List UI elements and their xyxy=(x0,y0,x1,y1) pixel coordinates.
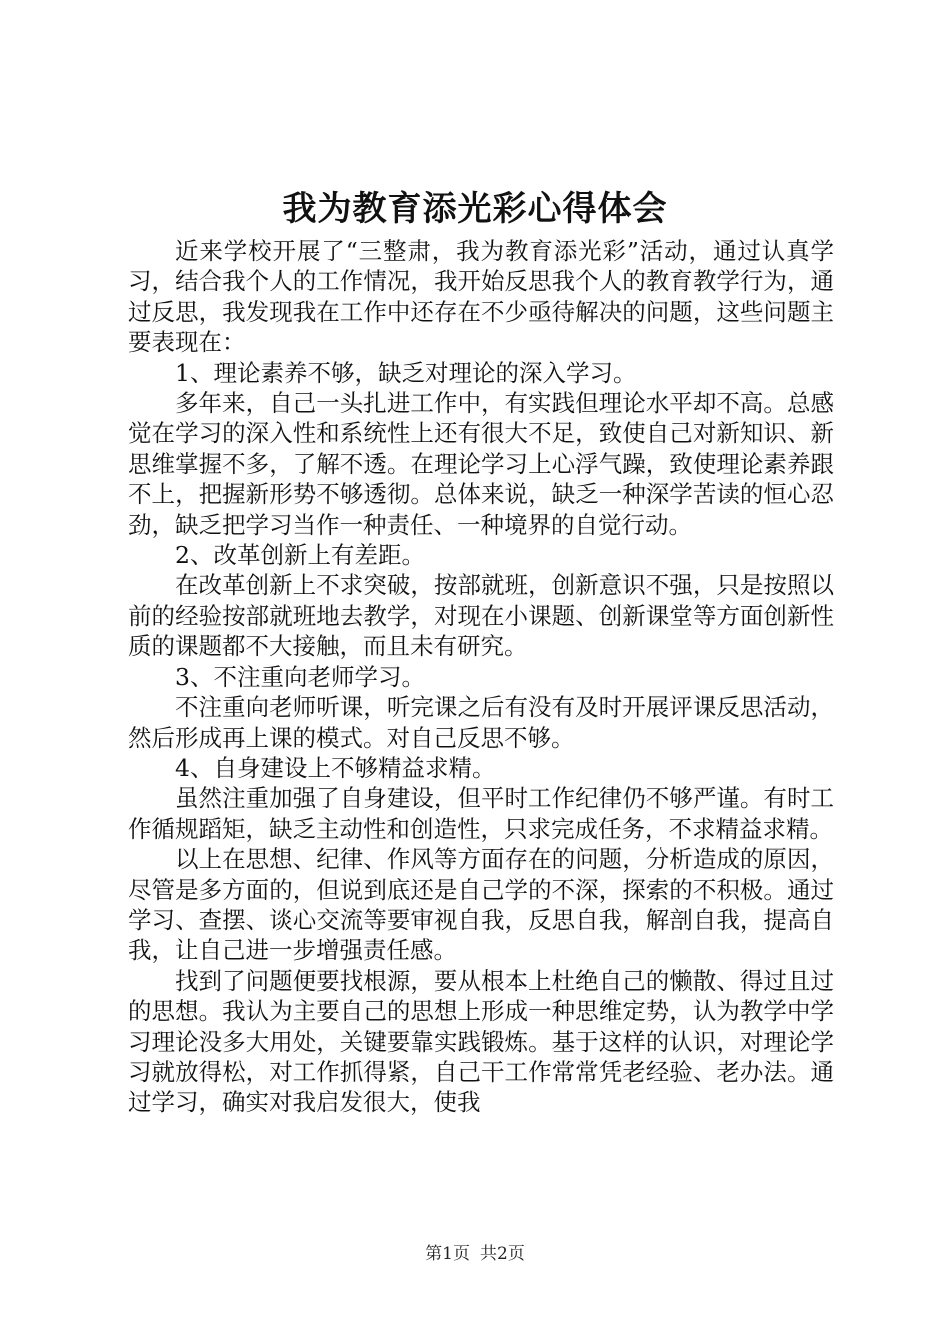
paragraph-point-4: 虽然注重加强了自身建设，但平时工作纪律仍不够严谨。有时工作循规蹈矩，缺乏主动性和创造性，只求完成任务，不求精益求精。 xyxy=(128,784,834,843)
document-body xyxy=(128,236,834,1118)
heading-point-2: 2、改革创新上有差距。 xyxy=(175,541,425,570)
heading-point-1: 1、理论素养不够，缺乏对理论的深入学习。 xyxy=(175,358,637,387)
page-footer xyxy=(0,1242,950,1266)
document-title: 我为教育添光彩心得体会 xyxy=(282,189,668,229)
paragraph-analysis: 以上在思想、纪律、作风等方面存在的问题，分析造成的原因，尽管是多方面的，但说到底还是自己学的不深，探索的不积极。通过学习、查摆、谈心交流等要审视自我，反思自我，解剖自我，提高自我，让自己进一步增强责任感。 xyxy=(128,845,834,965)
heading-point-3: 3、不注重向老师学习。 xyxy=(175,662,425,691)
paragraph-point-2: 在改革创新上不求突破，按部就班，创新意识不强，只是按照以前的经验按部就班地去教学，对现在小课题、创新课堂等方面创新性质的课题都不大接触，而且未有研究。 xyxy=(128,571,834,661)
page-number: 第1页 xyxy=(425,1244,470,1264)
paragraph-point-3: 不注重向老师听课，听完课之后有没有及时开展评课反思活动，然后形成再上课的模式。对自己反思不够。 xyxy=(128,693,834,752)
page-total: 共2页 xyxy=(480,1244,525,1264)
paragraph-point-1: 多年来，自己一头扎进工作中，有实践但理论水平却不高。总感觉在学习的深入性和系统性上还有很大不足，致使自己对新知识、新思维掌握不多，了解不透。在理论学习上心浮气躁，致使理论素养跟不上，把握新形势不够透彻。总体来说，缺乏一种深学苦读的恒心忍劲，缺乏把学习当作一种责任、一种境界的自觉行动。 xyxy=(128,389,834,539)
paragraph-root-cause: 找到了问题便要找根源，要从根本上杜绝自己的懒散、得过且过的思想。我认为主要自己的思想上形成一种思维定势，认为教学中学习理论没多大用处，关键要靠实践锻炼。基于这样的认识，对理论学习就放得松，对工作抓得紧，自己干工作常常凭老经验、老办法。通过学习，确实对我启发很大，使我 xyxy=(128,966,834,1117)
paragraph-intro: 近来学校开展了“三整肃，我为教育添光彩”活动，通过认真学习，结合我个人的工作情况，我开始反思我个人的教育教学行为，通过反思，我发现我在工作中还存在不少亟待解决的问题，这些问题主要表现在： xyxy=(128,237,834,357)
heading-point-4: 4、自身建设上不够精益求精。 xyxy=(175,753,496,782)
